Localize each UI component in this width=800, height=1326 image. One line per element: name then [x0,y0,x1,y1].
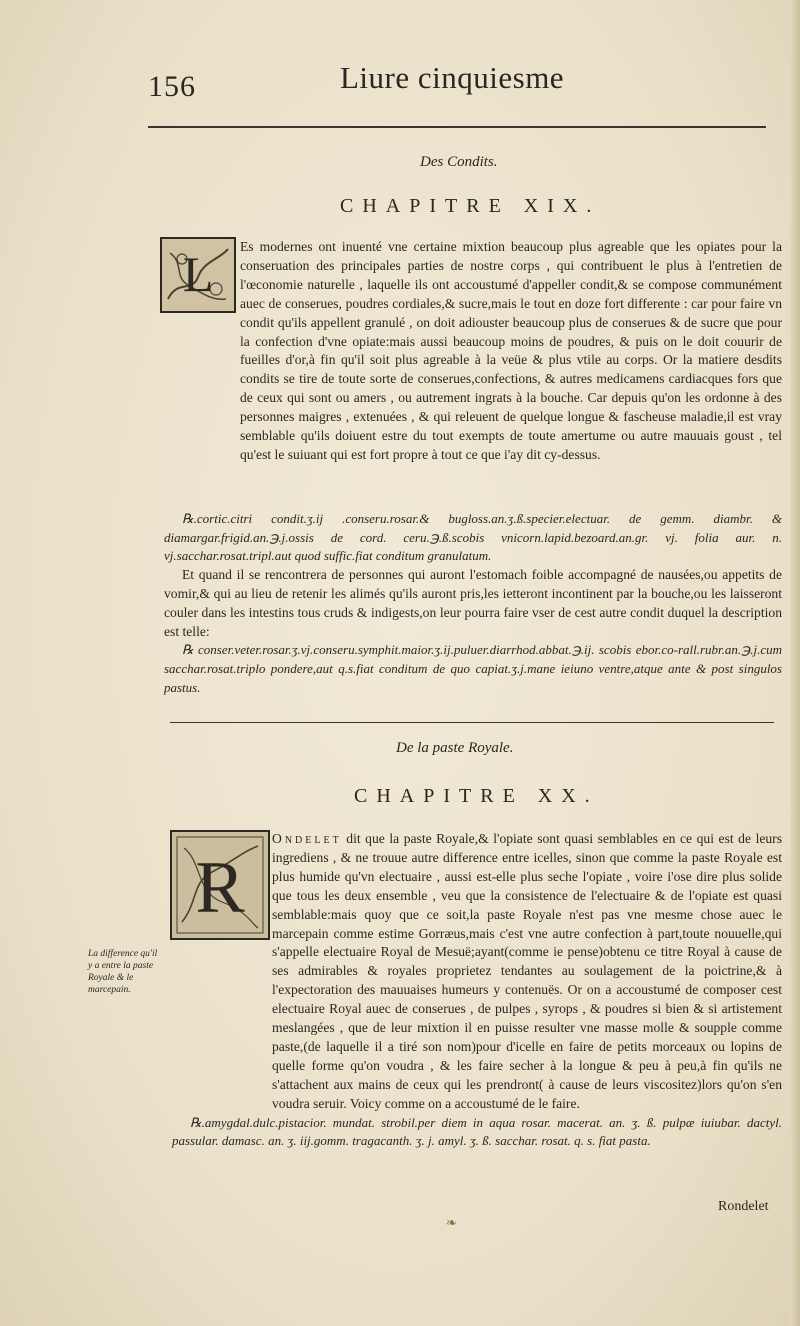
body-paragraph: Et quand il se rencontrera de personnes qui auront l'estomach foible accompagné de nausées,ou appetits de vomir,& qui au lieu de retenir les alimés qu'ils auront pris,les ietteront incontinent par la bouche,ou les laisseront couler dans les intestins tous cruds & indigests,on leur pourra faire vser de cest autre condit duquel la description est telle: [164,566,782,639]
page-edge [790,0,800,1326]
chapter-heading: CHAPITRE XIX. [340,195,601,217]
chapter-xix-prescriptions [164,510,782,697]
catchword: Rondelet [718,1199,769,1214]
body-paragraph: dit que la paste Royale,& l'opiate sont quasi semblables en ce qui est de leurs ingrediens , & ne trouue autre difference entre icelles, sinon que comme la paste Royale est plus humide qu'vn electuaire , aussi est-elle plus seche l'opiate , voire i'ose dire plus solide que tous les deux ensemble , veu que la consistence de l'electuaire & de l'opiate est quasi semblable:mais quoy que ce soit,la paste Royale n'est pas vne mesme chose auec le marcepain comme estime Gorræus,mais c'est vne autre confection à part,toute nouuelle,qui s'appelle electuaire Royal de Mesuë;ayant(comme ie pense)obtenu ce titre Royal à cause de ses admirables & royales proprietez tendantes au soulagement de la poictrine,& à l'expectoration des mauuaises humeurs y contenuës. Or on a accoustumé de composer cest electuaire Royal auec de conserues , de pulpes , syrops , & poudres si bien & si artistement meslangées , que de leur mixtion il en puisse resulter vne masse molle & soupple comme paste,(de laquelle il a tiré son nom)pour d'icelle en faire de petits morceaux ou lopins de quelle forme qu'on voudra , & les faire secher à la longue & peu à peu,à fin qu'ils ne s'attachent aux mains de ceux qui les prendront( à cause de leurs viscositez)lors qu'on s'en voudra seruir. Voicy comme on a accoustumé de le faire. [272,831,782,1111]
prescription-paragraph: ℞.cortic.citri condit.ʒ.ij .conseru.rosar.& bugloss.an.ʒ.ß.specier.electuar. de gemm. diambr. & diamargar.frigid.an.℈.j.ossis de cord. ceru.℈.ß.scobis vnicorn.lapid.bezoard.an.gr. vj. folia aur. n. vj.sacchar.rosat.tripl.aut quod suffic.fiat conditum granulatum. [164,511,782,564]
page-number: 156 [148,70,196,103]
running-title: Liure cinquiesme [340,60,565,95]
body-paragraph: Es modernes ont inuenté vne certaine mixtion beaucoup plus agreable que les opiates pour la conseruation des principales parties de nostre corps , qui contribuent le plus à l'entretien de l'œconomie naturelle , laquelle ils ont accoustumé d'appeller condit,& se compose communément auec de conserues, poudres cordiales,& sucre,mais le tout en doze fort differente : car pour faire vn condit qu'ils appellent granulé , on doit adiouster beaucoup plus de conserues & de sucre que pour la confection d'vne opiate:mais aussi beaucoup moins de poudres, & puis on le doit couurir de fueilles d'or,à fin qu'il soit plus agreable à la veüe & plus vtile au corps. Or la matiere desdits condits se tire de toute sorte de conserues,confections, & autres medicamens cardiacques fors que de ceux qui sont ou amers , ou autrement ingrats à la bouche. Car depuis qu'on les ordonne à des personnes maigres , extenuées , & qui releuent de quelque longue & fascheuse maladie,il est vray semblable qu'ils doiuent estre du tout exempts de toute amertume ou autre mauuais goust , tel qu'est le suiuant qui est fort propre à tout ce que i'ay dit cy-dessus. [240,239,782,462]
fleuron-icon: ❧ [446,1215,457,1230]
header-rule [148,126,766,128]
chapter-xx-body [172,830,782,1151]
chapter-xix-body [164,238,782,465]
section-subtitle: De la paste Royale. [396,740,514,756]
initial-letter: L [182,246,214,302]
lead-word: Ondelet [272,831,342,846]
margin-note: La difference qu'il y a entre la paste Royale & le marcepain. [88,949,158,995]
section-rule [170,722,774,723]
prescription-paragraph: ℞.amygdal.dulc.pistacior. mundat. strobil.per diem in aqua rosar. macerat. an. ʒ. ß. pulpæ iuiubar. dactyl. passular. damasc. an. ʒ. iij.gomm. tragacanth. ʒ. j. amyl. ʒ. ß. sacchar. rosat. q. s. fiat pasta. [172,1114,782,1149]
prescription-paragraph: ℞ conser.veter.rosar.ʒ.vj.conseru.symphit.maior.ʒ.ij.puluer.diarrhod.abbat.℈.ij. scobis ebor.co-rall.rubr.an.℈.j.cum sacchar.rosat.triplo pondere,aut q.s.fiat conditum de quo capiat.ʒ.j.mane ieiuno ventre,atque ante & post singulos pastus. [164,642,782,695]
initial-letter: R [195,847,245,929]
section-subtitle: Des Condits. [420,154,498,170]
chapter-heading: CHAPITRE XX. [354,785,599,807]
